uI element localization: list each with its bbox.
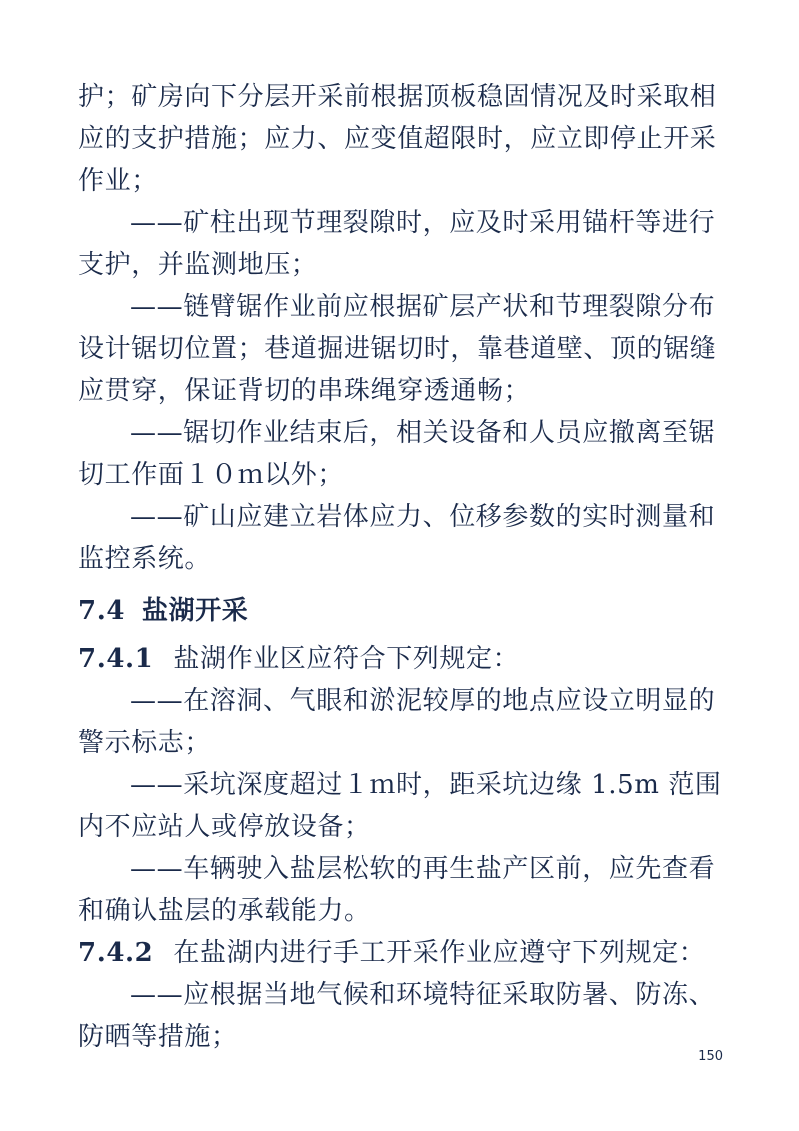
clause-number: 7.4.2	[78, 938, 154, 968]
page-number: 150	[698, 1049, 723, 1064]
page-content	[78, 76, 728, 1058]
clause-heading	[78, 638, 728, 680]
list-item: ——采坑深度超过１ｍ时，距采坑边缘 1.5m 范围内不应站人或停放设备；	[78, 770, 722, 842]
list-item: ——矿柱出现节理裂隙时，应及时采用锚杆等进行支护，并监测地压；	[78, 208, 716, 280]
paragraph-continuation: 护；矿房向下分层开采前根据顶板稳固情况及时采取相应的支护措施；应力、应变值超限时，应立即停止开采作业；	[78, 82, 717, 196]
section-title: 盐湖开采	[142, 596, 249, 626]
list-item: ——锯切作业结束后，相关设备和人员应撤离至锯切工作面１０ｍ以外；	[78, 418, 716, 490]
list-item: ——矿山应建立岩体应力、位移参数的实时测量和监控系统。	[78, 502, 716, 574]
list-item: ——链臂锯作业前应根据矿层产状和节理裂隙分布设计锯切位置；巷道掘进锯切时，靠巷道壁、顶的锯缝应贯穿，保证背切的串珠绳穿透通畅；	[78, 292, 717, 406]
clause-text: 盐湖作业区应符合下列规定：	[173, 644, 520, 674]
list-item: ——车辆驶入盐层松软的再生盐产区前，应先查看和确认盐层的承载能力。	[78, 854, 716, 926]
clause-text: 在盐湖内进行手工开采作业应遵守下列规定：	[173, 938, 706, 968]
section-heading	[78, 590, 728, 632]
clause-number: 7.4.1	[78, 644, 154, 674]
list-item: ——在溶洞、气眼和淤泥较厚的地点应设立明显的警示标志；	[78, 686, 716, 758]
list-item: ——应根据当地气候和环境特征采取防暑、防冻、防晒等措施；	[78, 980, 716, 1052]
section-number: 7.4	[78, 596, 126, 626]
clause-heading	[78, 932, 728, 974]
